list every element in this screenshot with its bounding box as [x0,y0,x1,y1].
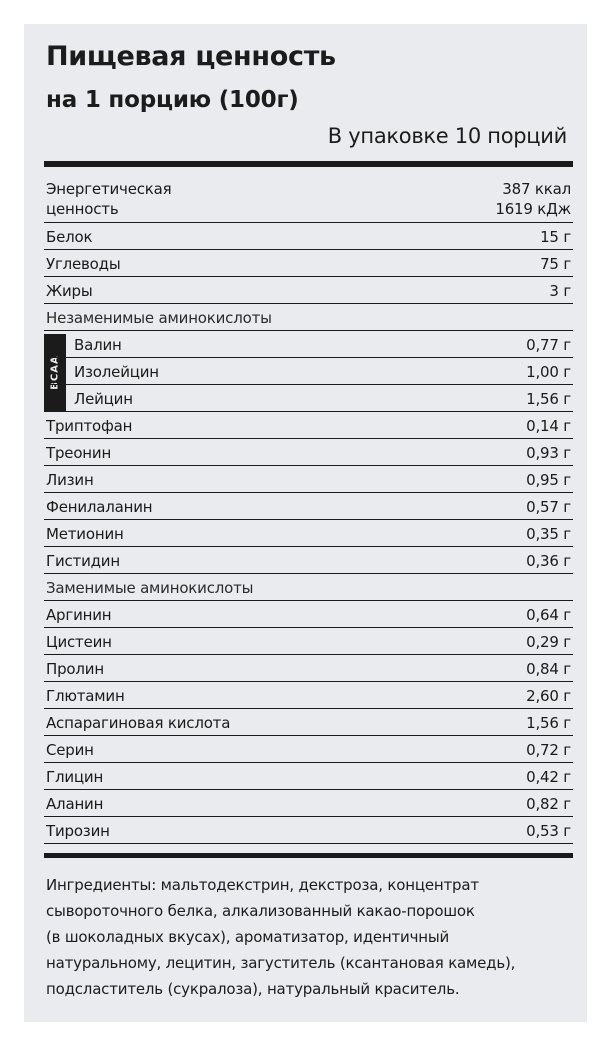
nutrient-name: Углеводы [46,255,121,273]
nutrient-value: 2,60 г [526,687,571,705]
nutrient-row [44,763,573,790]
nutrient-row [44,385,573,412]
nutrient-name: Белок [46,228,93,246]
nutrient-value: 0,64 г [526,606,571,624]
nutrient-name: Аланин [46,795,104,813]
nutrient-row [44,493,573,520]
nutrient-name: Триптофан [46,417,133,435]
bcaa-tag-text: BCAA [49,355,61,390]
nutrient-row [44,412,573,439]
nutrient-row [44,466,573,493]
nutrient-value: 0,84 г [526,660,571,678]
nutrient-row [44,601,573,628]
ingredients-text [46,872,576,1002]
energy-label-line2: ценность [46,200,119,218]
nutrient-row [44,628,573,655]
nutrient-name: Аспарагиновая кислота [46,714,231,732]
essential-group [44,412,573,574]
nutrient-value: 0,82 г [526,795,571,813]
nutrient-value: 0,42 г [526,768,571,786]
nutrient-value: 0,93 г [526,444,571,462]
macros-group [44,223,573,304]
nutrient-name: Треонин [46,444,112,462]
nutrient-value: 0,29 г [526,633,571,651]
nutrient-value: 1,56 г [526,714,571,732]
nutrient-value: 0,14 г [526,417,571,435]
nutrient-value: 0,53 г [526,822,571,840]
nutrient-name: Лейцин [74,390,133,408]
nutrient-row [44,358,573,385]
nutrient-name: Лизин [46,471,94,489]
nutrient-value: 0,95 г [526,471,571,489]
nutrient-row [44,736,573,763]
nutrient-name: Гистидин [46,552,120,570]
energy-kj: 1619 кДж [495,200,571,218]
nutrient-name: Глицин [46,768,104,786]
label-subtitle: на 1 порцию (100г) [46,87,299,113]
nutrient-value: 0,35 г [526,525,571,543]
nutrient-value: 15 г [540,228,571,246]
ingredients-line: натуральному, лецитин, загуститель (ксантановая камедь), [46,954,516,972]
nutrient-value: 0,36 г [526,552,571,570]
nutrient-name: Изолейцин [74,363,159,381]
nutrient-row [44,682,573,709]
nutrition-table [44,167,573,844]
nutrient-name: Тирозин [46,822,110,840]
nutrient-row [44,277,573,304]
bcaa-rows [44,331,573,412]
energy-label [46,179,171,219]
nonessential-header: Заменимые аминокислоты [46,579,254,597]
nutrient-row [44,331,573,358]
ingredients-line: Ингредиенты: мальтодекстрин, декстроза, концентрат [46,876,479,894]
nutrient-value: 0,57 г [526,498,571,516]
nutrient-name: Аргинин [46,606,112,624]
nutrient-value: 1,00 г [526,363,571,381]
nutrient-row [44,709,573,736]
energy-label-line1: Энергетическая [46,180,172,198]
nutrient-row [44,250,573,277]
nutrient-row [44,790,573,817]
nutrient-name: Валин [74,336,122,354]
nutrient-value: 0,72 г [526,741,571,759]
nutrient-value: 1,56 г [526,390,571,408]
nutrient-row [44,817,573,844]
bcaa-group [44,331,573,412]
nutrient-row [44,547,573,574]
nutrition-label [24,24,587,1022]
nutrient-name: Жиры [46,282,93,300]
nutrient-name: Пролин [46,660,104,678]
nutrient-row [44,520,573,547]
energy-row [44,167,573,223]
nutrient-value: 75 г [540,255,571,273]
essential-header-row [44,304,573,331]
pack-info: В упаковке 10 порций [327,124,567,148]
energy-kcal: 387 ккал [502,180,571,198]
ingredients-line: подсластитель (сукралоза), натуральный краситель. [46,980,460,998]
nutrient-row [44,439,573,466]
nutrient-row [44,655,573,682]
energy-values [495,179,571,219]
nutrient-value: 0,77 г [526,336,571,354]
nutrient-name: Фенилаланин [46,498,153,516]
ingredients-line: (в шоколадных вкусах), ароматизатор, идентичный [46,928,450,946]
bottom-divider [44,853,573,858]
label-title: Пищевая ценность [46,41,336,72]
nutrient-name: Глютамин [46,687,125,705]
ingredients-line: сывороточного белка, алкализованный какао-порошок [46,902,475,920]
nutrient-name: Метионин [46,525,124,543]
nutrient-name: Серин [46,741,94,759]
nutrient-name: Цистеин [46,633,112,651]
nutrient-row [44,223,573,250]
nonessential-header-row [44,574,573,601]
nutrient-value: 3 г [549,282,571,300]
nonessential-group [44,601,573,844]
essential-header: Незаменимые аминокислоты [46,309,272,327]
